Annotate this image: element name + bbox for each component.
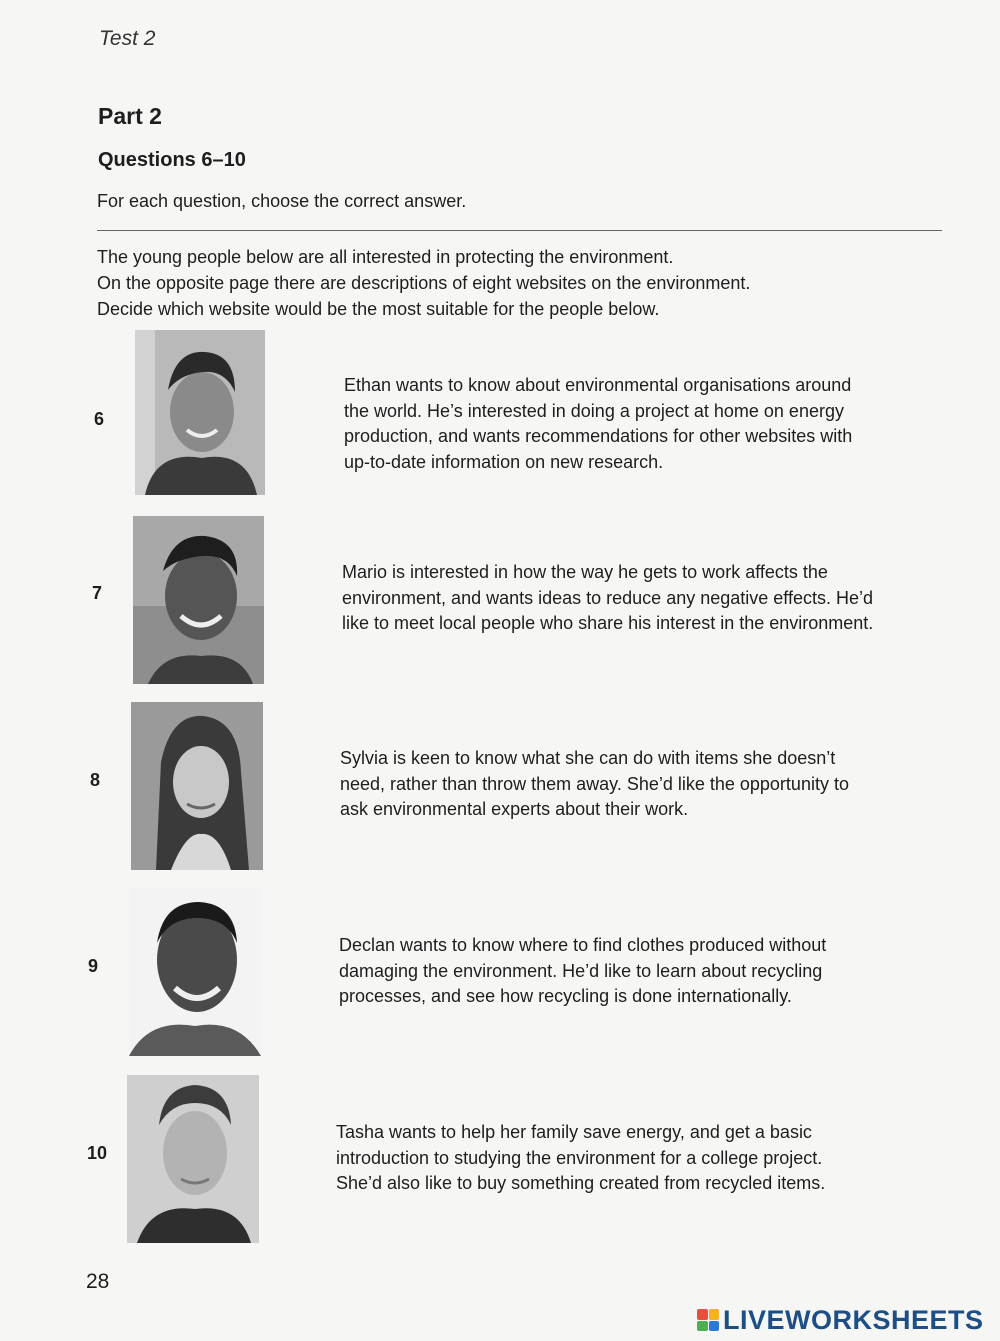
question-number-8: 8 (90, 770, 101, 790)
part-title: Part 2 (98, 103, 162, 129)
liveworksheets-logo[interactable] (697, 1305, 984, 1335)
question-text-6: Ethan wants to know about environmental organisations around the world. He’s interested in doing a project at home on energy production, and wants recommendations for other websites with up-to-date information on new research. (344, 375, 853, 472)
divider (97, 230, 942, 231)
question-text-8: Sylvia is keen to know what she can do with items she doesn’t need, rather than throw them away. She’d like the opportunity to ask environmental experts about their work. (340, 748, 849, 819)
liveworksheets-logo-icon (697, 1309, 719, 1331)
instruction-text: For each question, choose the correct answer. (97, 191, 467, 211)
question-text-9: Declan wants to know where to find clothes produced without damaging the environment. He’d like to learn about recycling processes, and see how recycling is done internationally. (339, 935, 827, 1006)
intro-line: The young people below are all interested in protecting the environment. (97, 247, 674, 267)
photo-sylvia (131, 702, 263, 870)
photo-ethan (135, 330, 265, 495)
question-number-9: 9 (88, 956, 99, 976)
page-number: 28 (86, 1270, 110, 1293)
logo-tile (709, 1321, 720, 1332)
logo-tile (709, 1309, 720, 1320)
question-number-6: 6 (94, 409, 105, 429)
photo-mario (133, 516, 264, 684)
intro-paragraph (97, 244, 937, 322)
photo-declan (129, 888, 261, 1056)
intro-line: Decide which website would be the most suitable for the people below. (97, 299, 660, 319)
logo-tile (697, 1321, 708, 1332)
question-text-10: Tasha wants to help her family save energy, and get a basic introduction to studying the environment for a college project. She’d also like to buy something created from recycled items. (336, 1122, 826, 1193)
intro-line: On the opposite page there are descriptions of eight websites on the environment. (97, 273, 751, 293)
liveworksheets-logo-text: LIVEWORKSHEETS (723, 1304, 984, 1335)
question-number-7: 7 (92, 583, 103, 603)
logo-tile (697, 1309, 708, 1320)
running-head: Test 2 (99, 27, 156, 50)
question-number-10: 10 (87, 1143, 108, 1163)
question-text-7: Mario is interested in how the way he gets to work affects the environment, and wants ideas to reduce any negative effects. He’d like to meet local people who share his interest in the environment. (342, 562, 874, 633)
photo-tasha (127, 1075, 259, 1243)
questions-range-heading: Questions 6–10 (98, 149, 246, 171)
